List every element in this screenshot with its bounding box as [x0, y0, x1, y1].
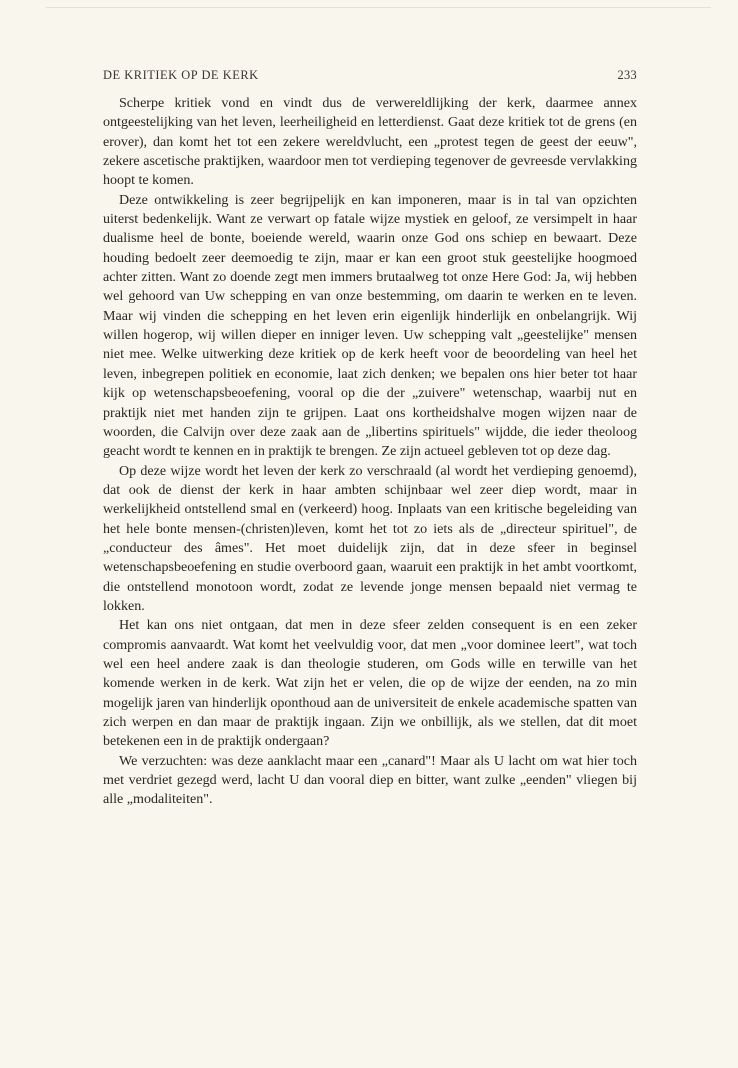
- paragraph-2: Deze ontwikkeling is zeer begrijpelijk en kan imponeren, maar is in tal van opzichten uiterst bedenkelijk. Want ze verwart op fatale wijze mystiek en geloof, ze versimpelt in haar dualisme heel de bonte, boeiende wereld, waarin onze God ons schiep en bewaart. Deze houding bedoelt zeer deemoedig te zijn, maar er kan een groot stuk geestelijke hoogmoed achter zitten. Want zo doende zegt men immers brutaalweg tot onze Here God: Ja, wij hebben wel gehoord van Uw schepping en van onze bestemming, om daarin te werken en te leven. Maar wij vinden die schepping en het leven erin eigenlijk hinderlijk en onbelangrijk. Wij willen hogerop, wij willen dieper en inniger leven. Uw schepping valt „geestelijke" mensen niet mee. Welke uitwerking deze kritiek op de kerk heeft voor de beoordeling van heel het leven, inbegrepen politiek en economie, laat zich denken; we bepalen ons hier beter tot haar kijk op wetenschapsbeoefening, vooral op die der „zuivere" wetenschap, waarbij nut en praktijk niet met handen zijn te grijpen. Laat ons kortheidshalve mogen wijzen naar de woorden, die Calvijn over deze zaak aan de „libertins spirituels" wijdde, die ieder theoloog geacht wordt te kennen en in praktijk te brengen. Ze zijn actueel gebleven tot op deze dag.: [103, 191, 637, 460]
- running-head: [103, 67, 637, 83]
- paragraph-4: Het kan ons niet ontgaan, dat men in deze sfeer zelden consequent is en een zeker compromis aanvaardt. Wat komt het veelvuldig voor, dat men „voor dominee leert", wat toch wel een heel andere zaak is dan theologie studeren, om Gods wille en terwille van het komende werken in de kerk. Wat zijn het er velen, die op de wijze der eenden, na zo min mogelijk jaren van hinderlijk oponthoud aan de universiteit de enkele academische spatten van zich werpen en dan maar de praktijk ingaan. Zijn we onbillijk, als we stellen, dat dit moet betekenen een in de praktijk ondergaan?: [103, 617, 637, 750]
- paragraph-5: We verzuchten: was deze aanklacht maar een „canard"! Maar als U lacht om wat hier toch met verdriet gezegd werd, lacht U dan vooral diep en bitter, want zulke „eenden" vliegen bij alle „modaliteiten".: [103, 752, 637, 808]
- paragraph-1: Scherpe kritiek vond en vindt dus de verwereldlijking der kerk, daarmee annex ontgeestelijking van het leven, leerheiligheid en letterdienst. Gaat deze kritiek tot de grens (en erover), dan komt het tot een zekere wereldvlucht, een „protest tegen de geest der eeuw", zekere ascetische praktijken, waardoor men tot verdieping tegenover de gevreesde vervlakking hoopt te komen.: [103, 95, 637, 189]
- book-page: [103, 67, 637, 810]
- running-head-title: DE KRITIEK OP DE KERK: [103, 68, 259, 82]
- paragraph-3: Op deze wijze wordt het leven der kerk zo verschraald (al wordt het verdieping genoemd), dat ook de dienst der kerk in haar ambten schijnbaar wel zeer diep wordt, maar in werkelijkheid ontstellend smal en (verkeerd) hoog. Inplaats van een kritische begeleiding van het hele bonte mensen-(christen)leven, komt het tot zo iets als de „directeur spirituel", de „conducteur des âmes". Het moet duidelijk zijn, dat in deze sfeer in beginsel wetenschapsbeoefening en studie overboord gaan, waaruit een praktijk in het ambt voortkomt, die ontstellend monotoon wordt, zodat ze levende jonge mensen bepaald niet vermag te lokken.: [103, 462, 637, 614]
- top-rule: [46, 7, 711, 8]
- body-text: [103, 94, 637, 810]
- page-number: 233: [617, 68, 637, 82]
